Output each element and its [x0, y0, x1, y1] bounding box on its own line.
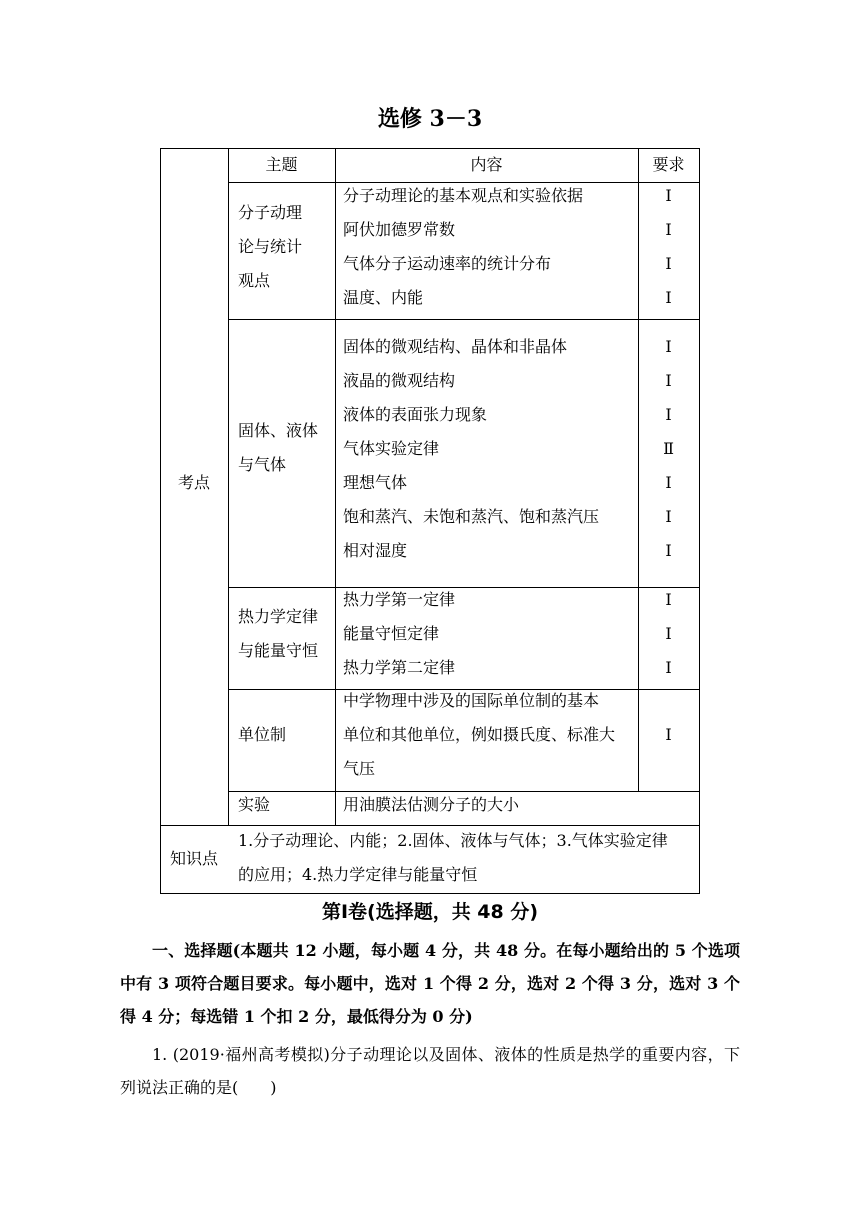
req-item: Ⅰ: [665, 473, 672, 492]
req-item: Ⅰ: [665, 624, 672, 643]
topic-solid-liquid-gas: [238, 414, 318, 482]
content-item: 理想气体: [343, 473, 408, 492]
content-solid-liquid-gas: [343, 330, 599, 568]
syllabus-table: [160, 148, 700, 894]
content-item: 温度、内能: [343, 288, 424, 307]
req-item: Ⅰ: [665, 288, 672, 307]
req-item: Ⅰ: [665, 590, 672, 609]
content-experiment: [343, 788, 519, 822]
knowledge-points: [238, 824, 668, 892]
content-molecular-theory: [343, 179, 583, 315]
topic-units: [238, 718, 286, 752]
req-item: Ⅰ: [665, 186, 672, 205]
topic-line: 单位制: [238, 725, 287, 744]
req-item: Ⅰ: [665, 541, 672, 560]
topic-line: 实验: [238, 795, 271, 814]
req-thermodynamics: [638, 583, 699, 685]
req-units: [638, 718, 699, 752]
content-item: 中学物理中涉及的国际单位制的基本: [343, 691, 600, 710]
content-item: 用油膜法估测分子的大小: [343, 795, 520, 814]
topic-line: 与气体: [238, 455, 287, 474]
question-1: 1. (2019·福州高考模拟)分子动理论以及固体、液体的性质是热学的重要内容，下列说法正确的是( ): [120, 1045, 740, 1097]
req-item: Ⅰ: [665, 337, 672, 356]
section-heading: 第Ⅰ卷(选择题，共 48 分): [321, 901, 539, 923]
content-item: 气体实验定律: [343, 439, 440, 458]
page-title: 选修 3－3: [377, 106, 483, 132]
req-item: Ⅰ: [665, 658, 672, 677]
content-item: 液体的表面张力现象: [343, 405, 488, 424]
content-thermodynamics: [343, 583, 455, 685]
topic-line: 论与统计: [238, 237, 303, 256]
content-item: 固体的微观结构、晶体和非晶体: [343, 337, 568, 356]
content-units: [343, 684, 615, 786]
req-item: Ⅰ: [665, 405, 672, 424]
req-item: Ⅰ: [665, 725, 672, 744]
req-solid-liquid-gas: [638, 330, 699, 568]
topic-line: 固体、液体: [238, 421, 319, 440]
topic-line: 热力学定律: [238, 607, 319, 626]
content-item: 液晶的微观结构: [343, 371, 456, 390]
knowledge-line: 的应用；4.热力学定律与能量守恒: [238, 865, 478, 884]
content-item: 单位和其他单位，例如摄氏度、标准大: [343, 725, 616, 744]
content-item: 热力学第一定律: [343, 590, 456, 609]
header-requirement: 要求: [652, 155, 685, 174]
header-topic: 主题: [265, 155, 298, 174]
topic-line: 与能量守恒: [238, 641, 319, 660]
req-item: Ⅱ: [663, 439, 674, 458]
topic-molecular-theory: [238, 196, 302, 298]
req-item: Ⅰ: [665, 371, 672, 390]
topic-thermodynamics: [238, 600, 318, 668]
content-item: 饱和蒸汽、未饱和蒸汽、饱和蒸汽压: [343, 507, 600, 526]
content-item: 热力学第二定律: [343, 658, 456, 677]
topic-line: 观点: [238, 271, 271, 290]
topic-line: 分子动理: [238, 203, 303, 222]
zhishidian-label: 知识点: [169, 849, 218, 868]
header-content: 内容: [470, 155, 503, 174]
topic-experiment: [238, 788, 270, 822]
kaodian-label: 考点: [177, 473, 210, 492]
req-item: Ⅰ: [665, 507, 672, 526]
content-item: 分子动理论的基本观点和实验依据: [343, 186, 584, 205]
content-item: 阿伏加德罗常数: [343, 220, 456, 239]
req-molecular-theory: [638, 179, 699, 315]
knowledge-line: 1.分子动理论、内能；2.固体、液体与气体；3.气体实验定律: [238, 831, 668, 850]
content-item: 能量守恒定律: [343, 624, 440, 643]
content-item: 相对湿度: [343, 541, 408, 560]
content-item: 气体分子运动速率的统计分布: [343, 254, 552, 273]
content-item: 气压: [343, 759, 376, 778]
req-item: Ⅰ: [665, 254, 672, 273]
instructions: 一、选择题(本题共 12 小题，每小题 4 分，共 48 分。在每小题给出的 5 个选项中有 3 项符合题目要求。每小题中，选对 1 个得 2 分，选对 2 个得 3 分，选对 3 个得 4 分；每选错 1 个扣 2 分，最低得分为 0 分): [120, 941, 740, 1026]
req-item: Ⅰ: [665, 220, 672, 239]
